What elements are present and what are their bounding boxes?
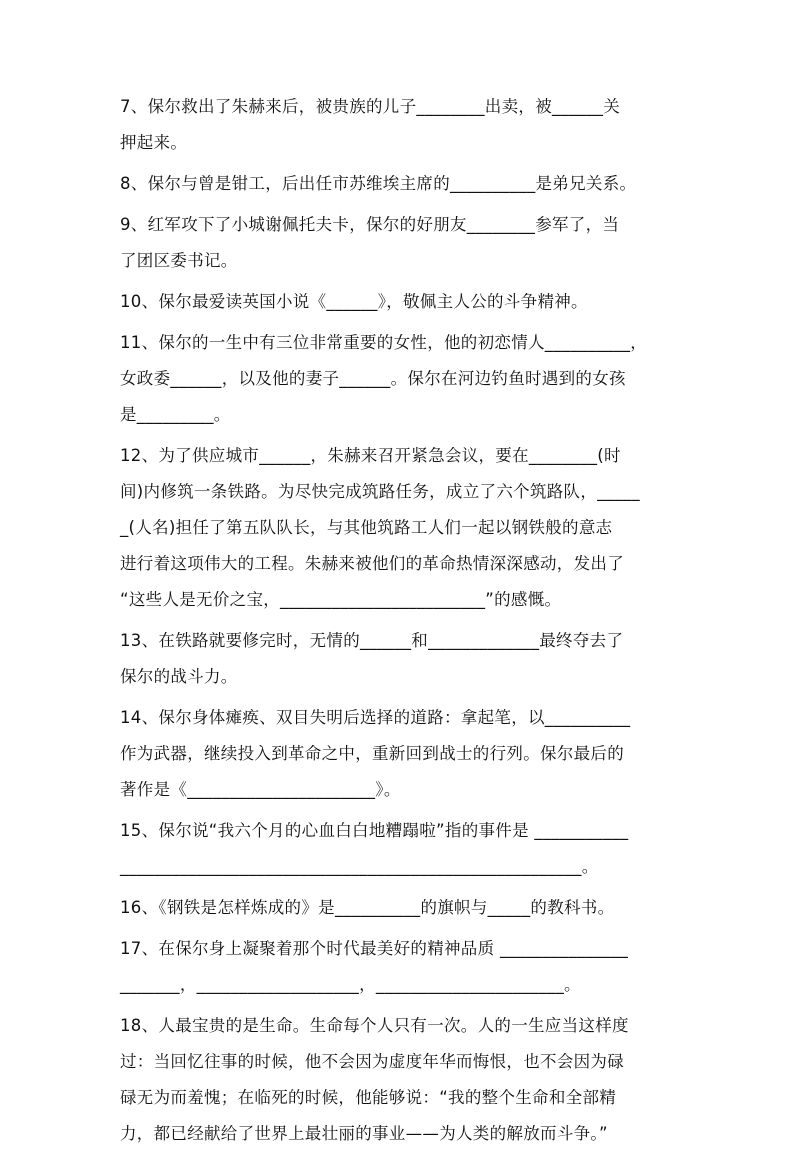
question-line: 7、保尔救出了朱赫来后，被贵族的儿子________出卖，被______关	[120, 97, 621, 116]
question-line: 作为武器，继续投入到革命之中，重新回到战士的行列。保尔最后的	[120, 744, 624, 763]
question-line: 押起来。	[120, 133, 188, 152]
question-15	[120, 813, 676, 885]
question-line: 9、红军攻下了小城谢佩托夫卡，保尔的好朋友________参军了，当	[120, 215, 620, 234]
question-9	[120, 207, 676, 279]
question-line: 18、人最宝贵的是生命。生命每个人只有一次。人的一生应当这样度	[120, 1016, 629, 1035]
question-line: 是_________。	[120, 405, 231, 424]
question-line: 力，都已经献给了世界上最壮丽的事业——为人类的解放而斗争。”	[120, 1124, 608, 1143]
question-16	[120, 890, 676, 926]
question-7	[120, 89, 676, 161]
question-line: ______________________________________________________。	[120, 857, 599, 876]
question-10	[120, 284, 676, 320]
question-8	[120, 166, 676, 202]
question-14	[120, 700, 676, 808]
question-line: 13、在铁路就要修完时，无情的______和_____________最终夺去了	[120, 631, 624, 650]
question-line: 著作是《______________________》。	[120, 780, 401, 799]
question-line: 12、为了供应城市______，朱赫来召开紧急会议，要在________(时	[120, 446, 621, 465]
question-line: 过：当回忆往事的时候，他不会因为虚度年华而悔恨，也不会因为碌	[120, 1052, 624, 1071]
question-line: 10、保尔最爱读英国小说《______》，敬佩主人公的斗争精神。	[120, 292, 588, 311]
question-line: 15、保尔说“我六个月的心血白白地糟蹋啦”指的事件是 ___________	[120, 821, 629, 840]
question-17	[120, 931, 676, 1003]
question-line: _(人名)担任了第五队队长，与其他筑路工人们一起以钢铁般的意志	[120, 518, 613, 537]
worksheet-page	[120, 89, 676, 1157]
question-line: 17、在保尔身上凝聚着那个时代最美好的精神品质 _______________	[120, 939, 629, 958]
question-line: “这些人是无价之宝，________________________”的感慨。	[120, 590, 562, 609]
question-11	[120, 325, 676, 433]
question-line: 间)内修筑一条铁路。为尽快完成筑路任务，成立了六个筑路队，_____	[120, 482, 640, 501]
question-13	[120, 623, 676, 695]
question-18	[120, 1008, 676, 1152]
question-line: 碌无为而羞愧；在临死的时候，他能够说：“我的整个生命和全部精	[120, 1088, 617, 1107]
question-line: _______，___________________，______________________。	[120, 975, 581, 994]
question-line: 14、保尔身体瘫痪、双目失明后选择的道路：拿起笔，以__________	[120, 708, 631, 727]
question-line: 保尔的战斗力。	[120, 667, 238, 686]
question-line: 女政委______，以及他的妻子______。保尔在河边钓鱼时遇到的女孩	[120, 369, 626, 388]
question-line: 11、保尔的一生中有三位非常重要的女性，他的初恋情人__________，	[120, 333, 648, 352]
question-line: 进行着这项伟大的工程。朱赫来被他们的革命热情深深感动，发出了	[120, 554, 624, 573]
question-line: 8、保尔与曾是钳工，后出任市苏维埃主席的__________是弟兄关系。	[120, 174, 637, 193]
question-line: 16、《钢铁是怎样炼成的》是__________的旗帜与_____的教科书。	[120, 898, 615, 917]
question-line: 了团区委书记。	[120, 251, 238, 270]
question-12	[120, 438, 676, 618]
